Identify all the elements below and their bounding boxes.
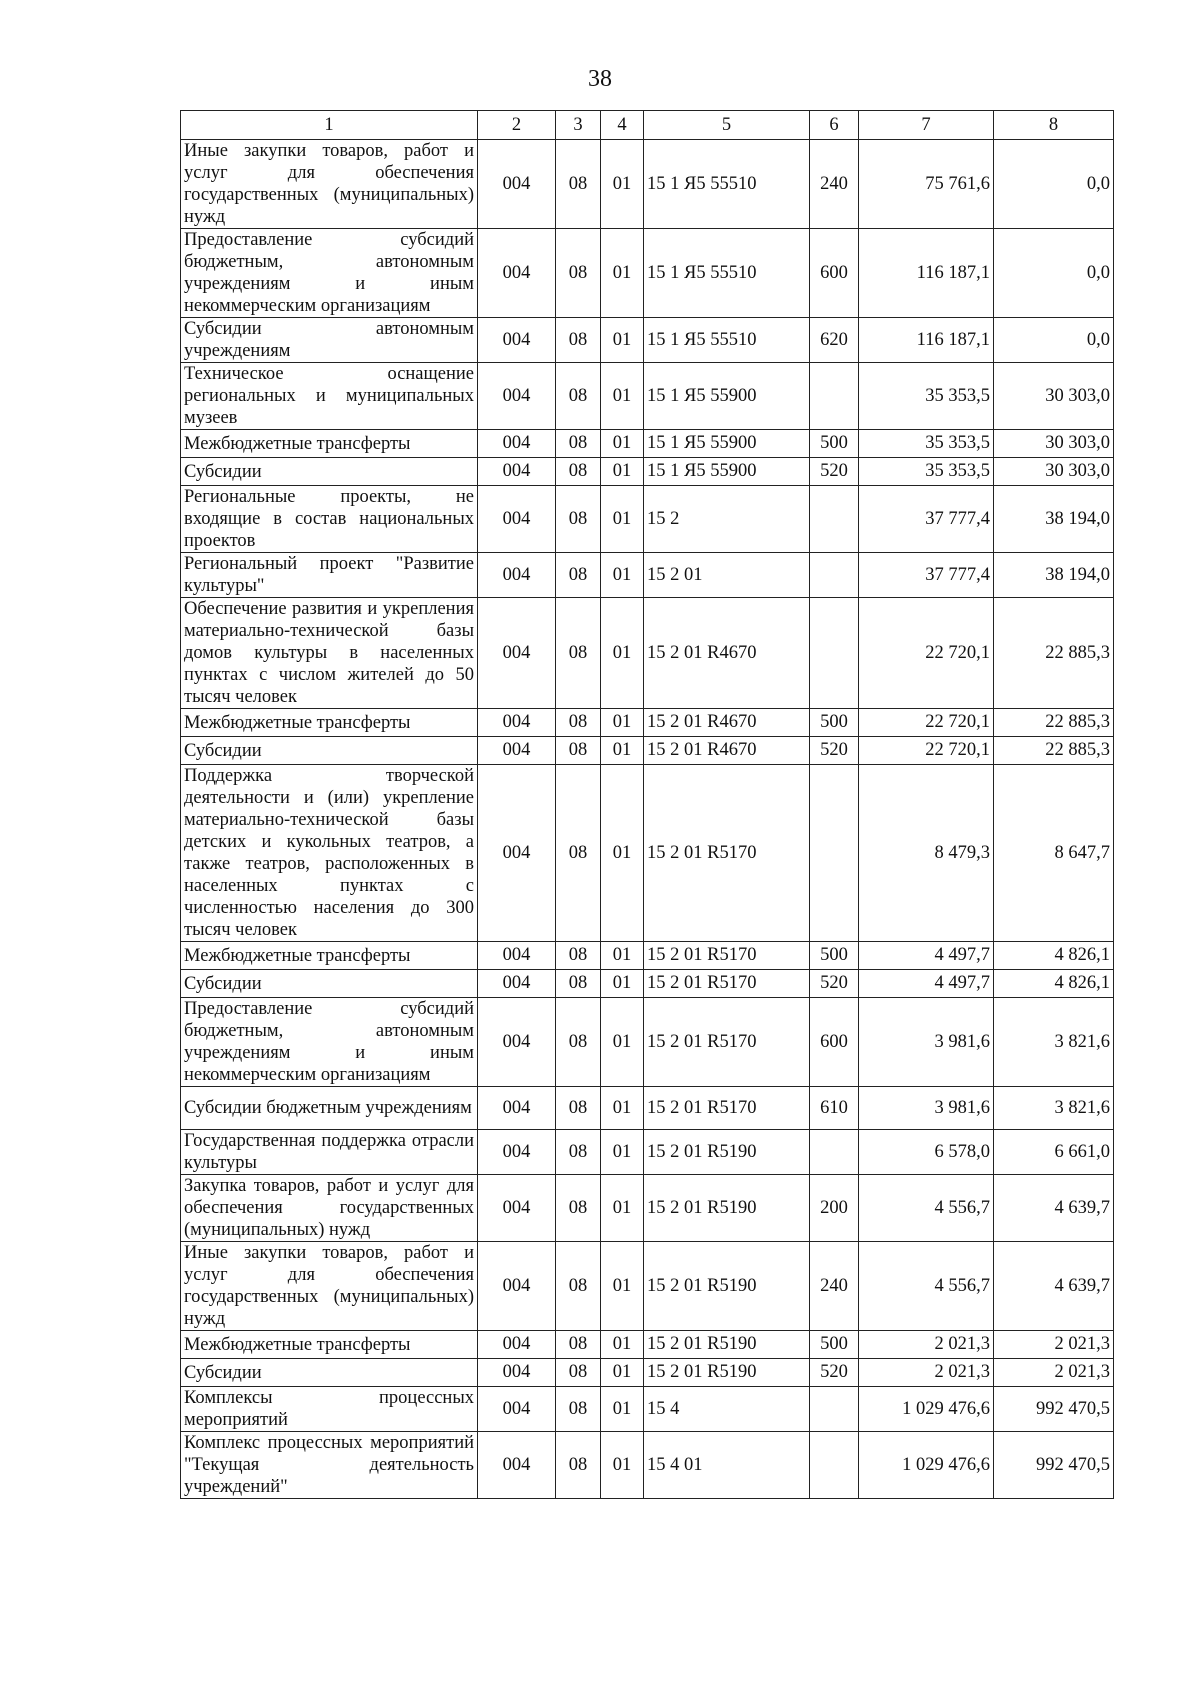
section-code: 08: [556, 458, 601, 486]
table-row: [181, 1130, 1114, 1175]
target-article-code: 15 1 Я5 55510: [644, 318, 810, 363]
section-code: 08: [556, 1387, 601, 1432]
row-description: Субсидии: [181, 1359, 478, 1387]
target-article-code: 15 2 01 R5170: [644, 765, 810, 942]
amount-year-1: 2 021,3: [859, 1331, 994, 1359]
section-code: 08: [556, 486, 601, 553]
section-code: 08: [556, 1432, 601, 1499]
amount-year-1: 4 556,7: [859, 1175, 994, 1242]
table-row: [181, 486, 1114, 553]
ministry-code: 004: [478, 229, 556, 318]
row-description: Иные закупки товаров, работ и услуг для обеспечения государственных (муниципальных) нужд: [181, 1242, 478, 1331]
ministry-code: 004: [478, 430, 556, 458]
ministry-code: 004: [478, 709, 556, 737]
row-description: Предоставление субсидий бюджетным, автономным учреждениям и иным некоммерческим организациям: [181, 998, 478, 1087]
expense-type-code: 200: [810, 1175, 859, 1242]
target-article-code: 15 2 01 R4670: [644, 598, 810, 709]
expense-type-code: 520: [810, 1359, 859, 1387]
target-article-code: 15 2 01 R5170: [644, 970, 810, 998]
column-header: 6: [810, 111, 859, 140]
section-code: 08: [556, 709, 601, 737]
ministry-code: 004: [478, 140, 556, 229]
subsection-code: 01: [601, 1432, 644, 1499]
amount-year-2: 4 639,7: [994, 1175, 1114, 1242]
table-row: [181, 553, 1114, 598]
expense-type-code: 610: [810, 1087, 859, 1130]
ministry-code: 004: [478, 1387, 556, 1432]
amount-year-2: 4 826,1: [994, 970, 1114, 998]
amount-year-1: 75 761,6: [859, 140, 994, 229]
expense-type-code: 520: [810, 970, 859, 998]
target-article-code: 15 1 Я5 55900: [644, 363, 810, 430]
row-description: Закупка товаров, работ и услуг для обеспечения государственных (муниципальных) нужд: [181, 1175, 478, 1242]
ministry-code: 004: [478, 363, 556, 430]
amount-year-2: 4 826,1: [994, 942, 1114, 970]
row-description: Межбюджетные трансферты: [181, 430, 478, 458]
table-row: [181, 1242, 1114, 1331]
ministry-code: 004: [478, 737, 556, 765]
table-row: [181, 430, 1114, 458]
target-article-code: 15 1 Я5 55510: [644, 229, 810, 318]
subsection-code: 01: [601, 318, 644, 363]
subsection-code: 01: [601, 598, 644, 709]
amount-year-2: 22 885,3: [994, 737, 1114, 765]
ministry-code: 004: [478, 1432, 556, 1499]
table-row: [181, 942, 1114, 970]
table-row: [181, 737, 1114, 765]
table-row: [181, 1331, 1114, 1359]
row-description: Иные закупки товаров, работ и услуг для обеспечения государственных (муниципальных) нужд: [181, 140, 478, 229]
expense-type-code: 500: [810, 1331, 859, 1359]
section-code: 08: [556, 430, 601, 458]
table-row: [181, 598, 1114, 709]
column-header: 2: [478, 111, 556, 140]
subsection-code: 01: [601, 1130, 644, 1175]
table-row: [181, 709, 1114, 737]
section-code: 08: [556, 229, 601, 318]
section-code: 08: [556, 1242, 601, 1331]
section-code: 08: [556, 1130, 601, 1175]
subsection-code: 01: [601, 1242, 644, 1331]
amount-year-1: 37 777,4: [859, 553, 994, 598]
row-description: Субсидии: [181, 970, 478, 998]
amount-year-2: 0,0: [994, 229, 1114, 318]
amount-year-1: 37 777,4: [859, 486, 994, 553]
section-code: 08: [556, 1331, 601, 1359]
amount-year-2: 38 194,0: [994, 553, 1114, 598]
row-description: Поддержка творческой деятельности и (или) укрепление материально-технической базы детских и кукольных театров, а также театров, расположенных в населенных пунктах с численностью населения до 300 тысяч человек: [181, 765, 478, 942]
target-article-code: 15 2 01 R4670: [644, 709, 810, 737]
row-description: Региональные проекты, не входящие в состав национальных проектов: [181, 486, 478, 553]
amount-year-1: 116 187,1: [859, 318, 994, 363]
amount-year-2: 992 470,5: [994, 1432, 1114, 1499]
amount-year-2: 992 470,5: [994, 1387, 1114, 1432]
column-header: 8: [994, 111, 1114, 140]
section-code: 08: [556, 765, 601, 942]
subsection-code: 01: [601, 1359, 644, 1387]
ministry-code: 004: [478, 1242, 556, 1331]
table-row: [181, 229, 1114, 318]
table-row: [181, 458, 1114, 486]
amount-year-1: 1 029 476,6: [859, 1387, 994, 1432]
table-body: [181, 111, 1114, 1499]
row-description: Субсидии автономным учреждениям: [181, 318, 478, 363]
target-article-code: 15 2: [644, 486, 810, 553]
section-code: 08: [556, 998, 601, 1087]
section-code: 08: [556, 970, 601, 998]
section-code: 08: [556, 737, 601, 765]
expense-type-code: [810, 486, 859, 553]
amount-year-2: 22 885,3: [994, 709, 1114, 737]
amount-year-2: 3 821,6: [994, 1087, 1114, 1130]
subsection-code: 01: [601, 765, 644, 942]
ministry-code: 004: [478, 998, 556, 1087]
expense-type-code: [810, 1130, 859, 1175]
expense-type-code: [810, 1432, 859, 1499]
amount-year-1: 8 479,3: [859, 765, 994, 942]
budget-table: [180, 110, 1114, 1499]
table-row: [181, 765, 1114, 942]
expense-type-code: [810, 598, 859, 709]
expense-type-code: 240: [810, 1242, 859, 1331]
row-description: Региональный проект "Развитие культуры": [181, 553, 478, 598]
ministry-code: 004: [478, 942, 556, 970]
amount-year-1: 4 497,7: [859, 942, 994, 970]
row-description: Межбюджетные трансферты: [181, 709, 478, 737]
amount-year-2: 0,0: [994, 140, 1114, 229]
amount-year-1: 35 353,5: [859, 458, 994, 486]
column-header: 3: [556, 111, 601, 140]
table-row: [181, 1359, 1114, 1387]
section-code: 08: [556, 140, 601, 229]
target-article-code: 15 2 01 R5190: [644, 1331, 810, 1359]
section-code: 08: [556, 1359, 601, 1387]
table-row: [181, 998, 1114, 1087]
amount-year-1: 22 720,1: [859, 737, 994, 765]
subsection-code: 01: [601, 709, 644, 737]
ministry-code: 004: [478, 553, 556, 598]
column-header: 1: [181, 111, 478, 140]
subsection-code: 01: [601, 430, 644, 458]
table-row: [181, 1087, 1114, 1130]
ministry-code: 004: [478, 970, 556, 998]
subsection-code: 01: [601, 970, 644, 998]
row-description: Государственная поддержка отрасли культуры: [181, 1130, 478, 1175]
amount-year-1: 2 021,3: [859, 1359, 994, 1387]
column-header: 4: [601, 111, 644, 140]
expense-type-code: 600: [810, 229, 859, 318]
amount-year-1: 4 556,7: [859, 1242, 994, 1331]
target-article-code: 15 2 01 R5170: [644, 1087, 810, 1130]
amount-year-1: 116 187,1: [859, 229, 994, 318]
amount-year-2: 22 885,3: [994, 598, 1114, 709]
target-article-code: 15 1 Я5 55900: [644, 430, 810, 458]
table-row: [181, 140, 1114, 229]
row-description: Техническое оснащение региональных и муниципальных музеев: [181, 363, 478, 430]
expense-type-code: 620: [810, 318, 859, 363]
subsection-code: 01: [601, 998, 644, 1087]
column-header: 5: [644, 111, 810, 140]
section-code: 08: [556, 1087, 601, 1130]
ministry-code: 004: [478, 1130, 556, 1175]
expense-type-code: 240: [810, 140, 859, 229]
expense-type-code: [810, 363, 859, 430]
target-article-code: 15 2 01 R5170: [644, 998, 810, 1087]
amount-year-2: 4 639,7: [994, 1242, 1114, 1331]
row-description: Обеспечение развития и укрепления материально-технической базы домов культуры в населенных пунктах с числом жителей до 50 тысяч человек: [181, 598, 478, 709]
amount-year-2: 8 647,7: [994, 765, 1114, 942]
target-article-code: 15 2 01 R5190: [644, 1130, 810, 1175]
amount-year-1: 22 720,1: [859, 598, 994, 709]
subsection-code: 01: [601, 229, 644, 318]
row-description: Субсидии бюджетным учреждениям: [181, 1087, 478, 1130]
amount-year-2: 2 021,3: [994, 1331, 1114, 1359]
ministry-code: 004: [478, 1087, 556, 1130]
row-description: Субсидии: [181, 737, 478, 765]
section-code: 08: [556, 598, 601, 709]
amount-year-2: 3 821,6: [994, 998, 1114, 1087]
amount-year-1: 1 029 476,6: [859, 1432, 994, 1499]
row-description: Межбюджетные трансферты: [181, 942, 478, 970]
target-article-code: 15 2 01 R5170: [644, 942, 810, 970]
row-description: Субсидии: [181, 458, 478, 486]
table-row: [181, 318, 1114, 363]
expense-type-code: 500: [810, 709, 859, 737]
amount-year-2: 30 303,0: [994, 430, 1114, 458]
section-code: 08: [556, 1175, 601, 1242]
amount-year-2: 2 021,3: [994, 1359, 1114, 1387]
section-code: 08: [556, 553, 601, 598]
expense-type-code: 520: [810, 458, 859, 486]
subsection-code: 01: [601, 363, 644, 430]
target-article-code: 15 2 01 R5190: [644, 1359, 810, 1387]
table-row: [181, 970, 1114, 998]
row-description: Межбюджетные трансферты: [181, 1331, 478, 1359]
target-article-code: 15 2 01: [644, 553, 810, 598]
amount-year-1: 4 497,7: [859, 970, 994, 998]
target-article-code: 15 2 01 R4670: [644, 737, 810, 765]
amount-year-2: 6 661,0: [994, 1130, 1114, 1175]
expense-type-code: 500: [810, 430, 859, 458]
ministry-code: 004: [478, 318, 556, 363]
ministry-code: 004: [478, 1359, 556, 1387]
subsection-code: 01: [601, 553, 644, 598]
amount-year-2: 30 303,0: [994, 363, 1114, 430]
subsection-code: 01: [601, 1331, 644, 1359]
section-code: 08: [556, 318, 601, 363]
expense-type-code: 520: [810, 737, 859, 765]
amount-year-2: 38 194,0: [994, 486, 1114, 553]
row-description: Комплекс процессных мероприятий "Текущая деятельность учреждений": [181, 1432, 478, 1499]
expense-type-code: [810, 765, 859, 942]
subsection-code: 01: [601, 1387, 644, 1432]
amount-year-1: 35 353,5: [859, 363, 994, 430]
ministry-code: 004: [478, 486, 556, 553]
subsection-code: 01: [601, 942, 644, 970]
section-code: 08: [556, 363, 601, 430]
table-row: [181, 363, 1114, 430]
section-code: 08: [556, 942, 601, 970]
expense-type-code: [810, 553, 859, 598]
page-number: 38: [588, 66, 612, 92]
expense-type-code: 500: [810, 942, 859, 970]
ministry-code: 004: [478, 1175, 556, 1242]
amount-year-1: 22 720,1: [859, 709, 994, 737]
amount-year-2: 30 303,0: [994, 458, 1114, 486]
amount-year-2: 0,0: [994, 318, 1114, 363]
subsection-code: 01: [601, 486, 644, 553]
amount-year-1: 3 981,6: [859, 1087, 994, 1130]
ministry-code: 004: [478, 458, 556, 486]
subsection-code: 01: [601, 458, 644, 486]
target-article-code: 15 2 01 R5190: [644, 1242, 810, 1331]
subsection-code: 01: [601, 1087, 644, 1130]
ministry-code: 004: [478, 765, 556, 942]
amount-year-1: 35 353,5: [859, 430, 994, 458]
ministry-code: 004: [478, 1331, 556, 1359]
expense-type-code: [810, 1387, 859, 1432]
target-article-code: 15 4 01: [644, 1432, 810, 1499]
column-number-row: [181, 111, 1114, 140]
row-description: Комплексы процессных мероприятий: [181, 1387, 478, 1432]
column-header: 7: [859, 111, 994, 140]
table-row: [181, 1432, 1114, 1499]
subsection-code: 01: [601, 737, 644, 765]
amount-year-1: 3 981,6: [859, 998, 994, 1087]
ministry-code: 004: [478, 598, 556, 709]
table-row: [181, 1387, 1114, 1432]
target-article-code: 15 1 Я5 55510: [644, 140, 810, 229]
target-article-code: 15 4: [644, 1387, 810, 1432]
target-article-code: 15 2 01 R5190: [644, 1175, 810, 1242]
row-description: Предоставление субсидий бюджетным, автономным учреждениям и иным некоммерческим организациям: [181, 229, 478, 318]
subsection-code: 01: [601, 1175, 644, 1242]
table-row: [181, 1175, 1114, 1242]
subsection-code: 01: [601, 140, 644, 229]
target-article-code: 15 1 Я5 55900: [644, 458, 810, 486]
amount-year-1: 6 578,0: [859, 1130, 994, 1175]
expense-type-code: 600: [810, 998, 859, 1087]
